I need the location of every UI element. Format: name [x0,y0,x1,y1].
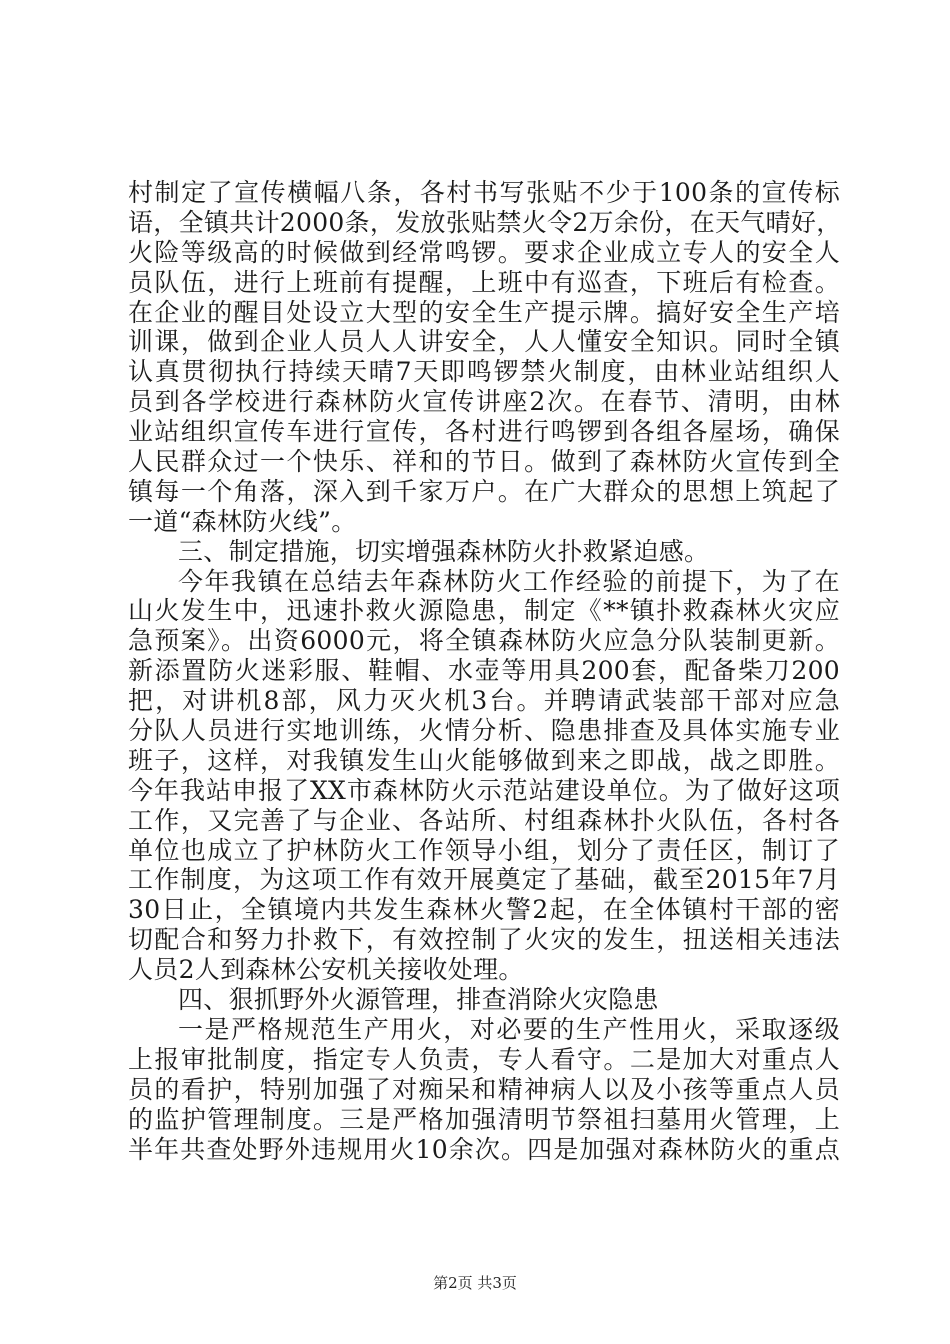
text-line: 的监护管理制度。三是严格加强清明节祭祖扫墓用火管理，上 [128,1104,840,1134]
text-line: 三、制定措施，切实增强森林防火扑救紧迫感。 [178,536,710,566]
text-line: 切配合和努力扑救下，有效控制了火灾的发生，扭送相关违法 [128,925,840,955]
text-line: 山火发生中，迅速扑救火源隐患，制定《**镇扑救森林火灾应 [128,596,840,626]
text-line: 员到各学校进行森林防火宣传讲座2次。在春节、清明，由林 [128,387,840,417]
text-line: 人民群众过一个快乐、祥和的节日。做到了森林防火宣传到全 [128,447,840,477]
text-line: 在企业的醒目处设立大型的安全生产提示牌。搞好安全生产培 [128,297,840,327]
text-line: 员的看护，特别加强了对痴呆和精神病人以及小孩等重点人员 [128,1074,840,1104]
text-line: 新添置防火迷彩服、鞋帽、水壶等用具200套，配备柴刀200 [128,656,840,686]
text-line: 人员2人到森林公安机关接收处理。 [128,955,524,985]
text-line: 分队人员进行实地训练，火情分析、隐患排查及具体实施专业 [128,716,840,746]
text-line: 认真贯彻执行持续天晴7天即鸣锣禁火制度，由林业站组织人 [128,357,840,387]
text-line: 急预案》。出资6000元，将全镇森林防火应急分队装制更新。 [128,626,840,656]
text-line: 单位也成立了护林防火工作领导小组，划分了责任区，制订了 [128,835,840,865]
text-line: 今年我站申报了XX市森林防火示范站建设单位。为了做好这项 [128,775,840,805]
text-line: 今年我镇在总结去年森林防火工作经验的前提下，为了在 [178,566,840,596]
text-line: 训课，做到企业人员人人讲安全，人人懂安全知识。同时全镇 [128,327,840,357]
text-line: 工作，又完善了与企业、各站所、村组森林扑火队伍，各村各 [128,805,840,835]
text-line: 一道“森林防火线”。 [128,506,357,536]
text-line: 语，全镇共计2000条，发放张贴禁火令2万余份，在天气晴好， [128,207,842,237]
text-line: 村制定了宣传横幅八条，各村书写张贴不少于100条的宣传标 [128,178,840,207]
text-line: 四、狠抓野外火源管理，排查消除火灾隐患 [178,985,659,1015]
text-line: 上报审批制度，指定专人负责，专人看守。二是加大对重点人 [128,1044,840,1074]
text-line: 班子，这样，对我镇发生山火能够做到来之即战，战之即胜。 [128,745,840,775]
page-number-footer: 第2页 共3页 [433,1274,517,1292]
text-line: 一是严格规范生产用火，对必要的生产性用火，采取逐级 [178,1014,840,1044]
text-line: 镇每一个角落，深入到千家万户。在广大群众的思想上筑起了 [128,476,840,506]
text-line: 工作制度，为这项工作有效开展奠定了基础，截至2015年7月 [128,865,840,895]
body-text [128,178,840,1164]
text-line: 30日止，全镇境内共发生森林火警2起，在全体镇村干部的密 [128,895,840,925]
text-line: 业站组织宣传车进行宣传，各村进行鸣锣到各组各屋场，确保 [128,417,840,447]
text-line: 把，对讲机8部，风力灭火机3台。并聘请武装部干部对应急 [128,686,840,716]
text-line: 火险等级高的时候做到经常鸣锣。要求企业成立专人的安全人 [128,237,840,267]
text-line: 员队伍，进行上班前有提醒，上班中有巡查，下班后有检查。 [128,267,840,297]
text-line: 半年共查处野外违规用火10余次。四是加强对森林防火的重点 [128,1134,840,1164]
